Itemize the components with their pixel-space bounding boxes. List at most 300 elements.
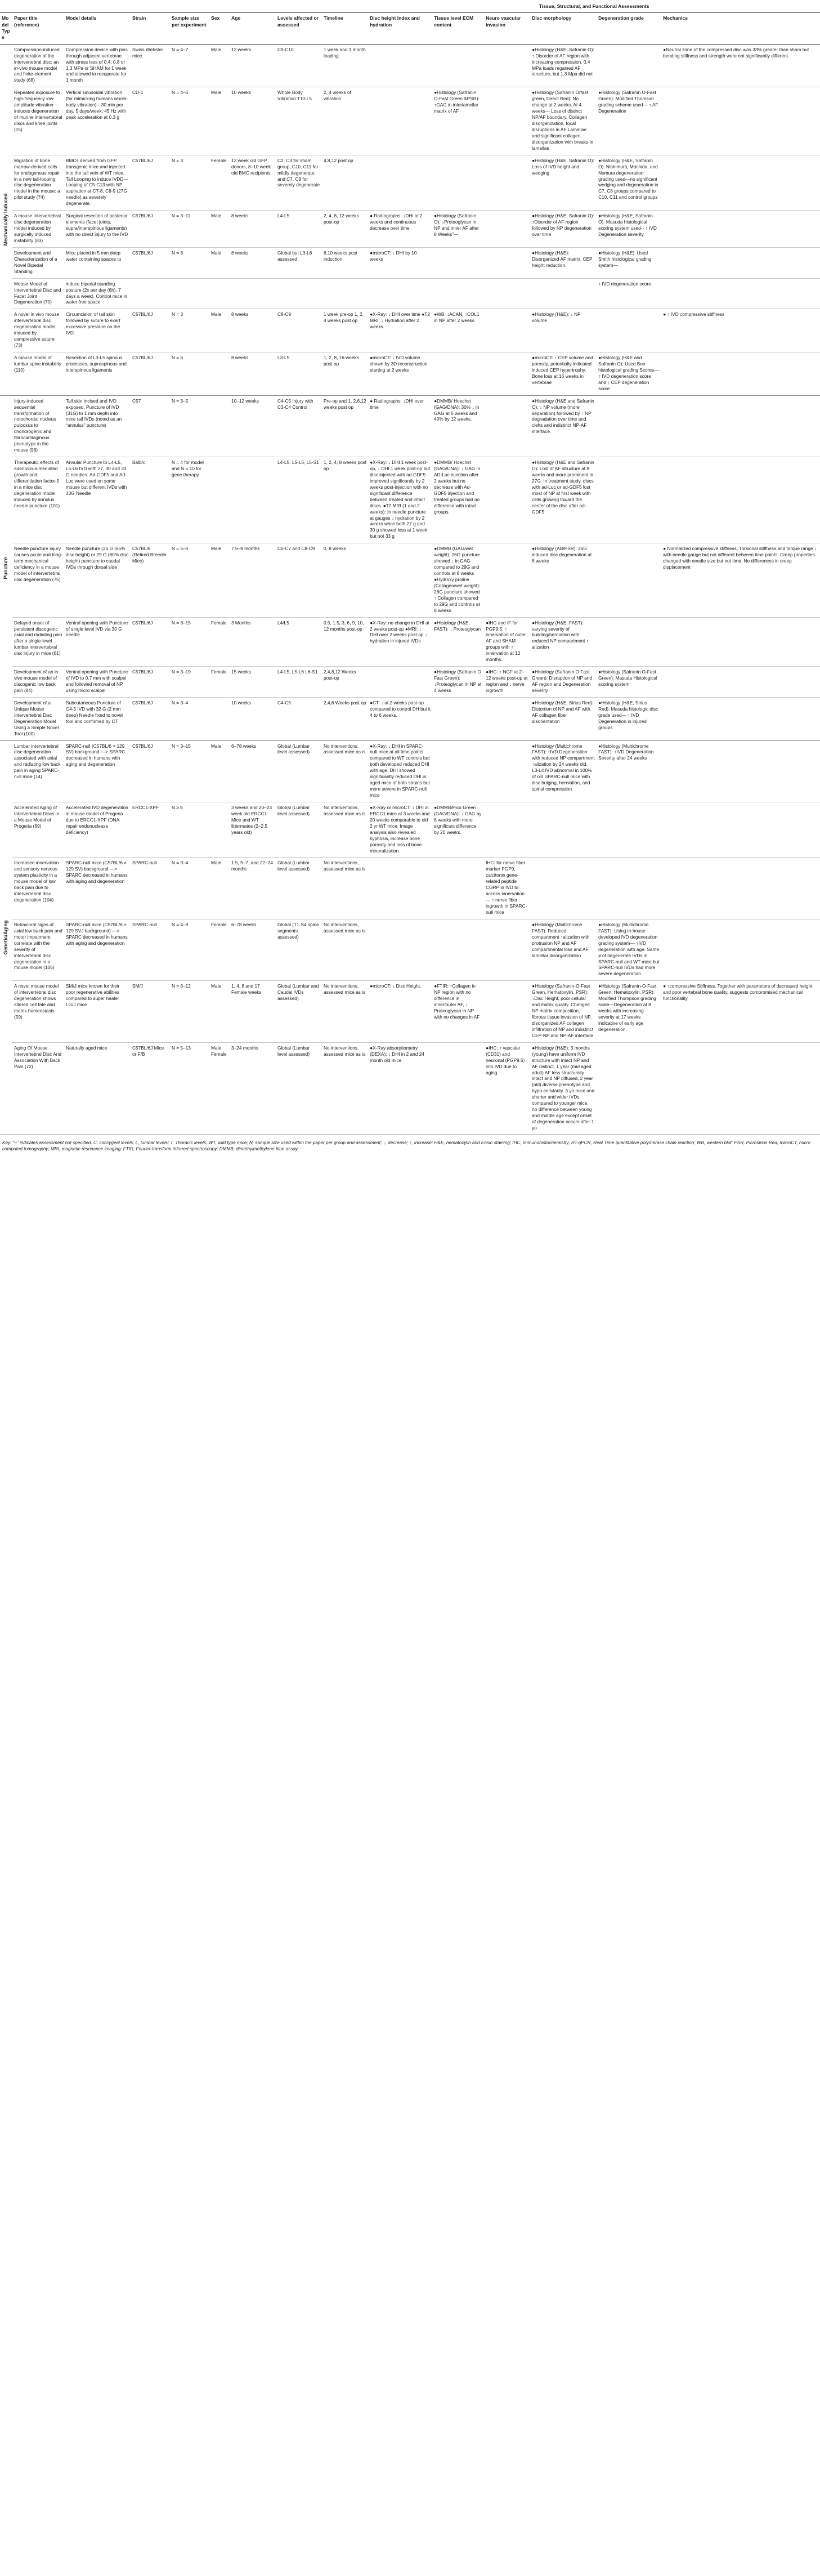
table-cell: Global (Lumbar level assessed): [276, 858, 322, 919]
table-cell: [230, 457, 276, 543]
table-cell: [661, 87, 820, 155]
table-cell: 2, 4, 8, 12 weeks post-op: [322, 211, 368, 248]
table-cell: [368, 278, 432, 309]
table-cell: ●Histology (H&E): ↓ NP volume: [530, 309, 597, 352]
table-cell: L3-L5: [276, 352, 322, 396]
table-cell: [368, 155, 432, 211]
header-spacer: [0, 1, 368, 13]
table-cell: Male: [209, 247, 230, 278]
table-cell: 7.5–9 months: [230, 543, 276, 617]
table-cell: Male: [209, 44, 230, 87]
table-cell: [597, 543, 661, 617]
table-cell: Male: [209, 858, 230, 919]
table-cell: Needle puncture injury causes acute and long-term mechanical deficiency in a mouse model of intervertebral disc degeneration (75): [12, 543, 64, 617]
table-cell: [484, 543, 530, 617]
table-cell: N = 6–12: [170, 981, 209, 1042]
table-cell: SPARC-null mice (C57BL/6 × 129 SV) background —> SPARC decreased in humans with aging and degeneration: [64, 858, 131, 919]
table-cell: Behavioral signs of axial low back pain and motor impairment correlate with the severity of intervertebral disc degeneration in a mouse model (105): [12, 919, 64, 980]
table-cell: ●X-Ray: ↓ DHI 1 week post-op, ↓ DHI 1 week post-op but disc injected with ad-GDF5 improved significantly by 2 weeks post-injection with no significant difference between treated and intact discs. ●T2 MRI (1 and 2 weeks): In needle puncture at gauges ↓ hydration by 2 weeks while both 27 g and 30 g showed loss at 1 week but not 33 g: [368, 457, 432, 543]
table-cell: Aging Of Mouse Intervertebral Disc And Association With Back Pain (72): [12, 1042, 64, 1135]
table-row: [0, 802, 820, 858]
table-cell: L4-L5: [276, 211, 322, 248]
table-cell: A novel in vivo mouse intervertebral disc degeneration model induced by compressive suture (73): [12, 309, 64, 352]
table-cell: ●Histology (H&E): Disorganized AF matrix, CEP height reduction.: [530, 247, 597, 278]
table-cell: [209, 278, 230, 309]
table-cell: No interventions, assessed mice as is: [322, 1042, 368, 1135]
table-cell: Subcutaneous Puncture of C4-5 IVD with 32 G (2 mm deep) Needle fixed to novel tool and confirmed by CT: [64, 697, 131, 740]
table-cell: [597, 44, 661, 87]
table-cell: ●Histology (H&E, FAST): ↓ Proteoglycan: [432, 617, 484, 667]
column-header: Sample size per experiment: [170, 13, 209, 44]
table-cell: N = 3–15: [170, 740, 209, 802]
table-cell: N = 4–9: [170, 919, 209, 980]
table-cell: Resection of L3-L5 spinous processes, supraspinous and interspinous ligaments: [64, 352, 131, 396]
table-cell: No interventions, assessed mice as is: [322, 919, 368, 980]
table-cell: 15 weeks: [230, 667, 276, 698]
table-cell: ●Histology (H&E, Sirius Red): Masuda histologic disc grade used— ↑ IVD Degeneration in injured groups: [597, 697, 661, 740]
table-cell: ●Histology (H&E, Safranin O): Masuda histological scoring system used-- ↑ IVD Degeneration severity: [597, 211, 661, 248]
table-cell: Mice placed in 5 mm deep water containing spaces to: [64, 247, 131, 278]
table-cell: 1, 2, 8, 16 weeks post op: [322, 352, 368, 396]
table-cell: [368, 543, 432, 617]
table-cell: [322, 278, 368, 309]
table-cell: Injury-induced sequential transformation of notochordal nucleus pulposus to chondrogenic and fibrocartilaginous phenotype in the mouse (98): [12, 395, 64, 457]
table-cell: N = 8–15: [170, 617, 209, 667]
table-cell: ●Histology (Safranin-O-Fast Green, Hematoxylin, PSR): Modified Thompson grading scale—Degeneration at 8 weeks with increasing severity at 17 weeks indicative of early age degeneration.: [597, 981, 661, 1042]
table-cell: [597, 395, 661, 457]
column-header: Strain: [131, 13, 170, 44]
table-cell: ●DMMB/Pico Green (GAG/DNA): ↓ GAG by 8 weeks with more significant difference by 20 weeks.: [432, 802, 484, 858]
table-cell: ●microCT: ↓ Disc Height.: [368, 981, 432, 1042]
table-cell: [484, 697, 530, 740]
table-footnote: Key: “–” indicates assessment not specified. C, coccygeal levels; L, lumbar levels; T, Thoracic levels; WT, wild type mice; N, sample size used within the paper per group and assessment; ↓, decrease; ↑, increase; H&E, hematoxylin and Eosin staining; IHC, immunohistochemistry; RT-qPCR, Real Time quantitative polymerase chain reaction; WB, western blot; PSR, Picrosirius Red; microCT, micro computed tomography; MRI, magnetic resonance imaging; FTIR, Fourier-transform infrared spectroscopy; DMMB, dimethylmethylene blue assay.: [2, 1140, 811, 1151]
table-cell: L4-L5, L5-L6, L5-S1: [276, 457, 322, 543]
column-header: Levels affected or assessed: [276, 13, 322, 44]
table-row: [0, 858, 820, 919]
table-cell: 3 Months: [230, 617, 276, 667]
table-cell: [661, 211, 820, 248]
column-header: Mechanics: [661, 13, 820, 44]
table-cell: ●Histology (Multichrome FAST): ↑IVD Degeneration Severity after 24 weeks: [597, 740, 661, 802]
table-cell: [484, 457, 530, 543]
table-cell: N = 3–11: [170, 211, 209, 248]
table-row: [0, 457, 820, 543]
table-cell: [661, 617, 820, 667]
table-cell: C57BL/6J: [131, 211, 170, 248]
table-cell: 8 weeks: [230, 352, 276, 396]
table-cell: [597, 617, 661, 667]
table-cell: C2, C3 for sham group, C10, C11 for mildly degenerate, and C7, C8 for severely degenerate: [276, 155, 322, 211]
table-cell: [484, 352, 530, 396]
table-cell: Global (Lumbar and Caudal IVDs assessed): [276, 981, 322, 1042]
table-cell: Repeated exposure to high-frequency low-amplitude vibration induces degeneration of murine intervertebral discs and knee joints (15): [12, 87, 64, 155]
page: [0, 0, 820, 1152]
table-cell: Naturally aged mice: [64, 1042, 131, 1135]
table-row: [0, 247, 820, 278]
table-cell: Pre-op and 1, 2,6,12 weeks post op: [322, 395, 368, 457]
table-cell: C9-C10: [276, 44, 322, 87]
table-cell: 3 weeks and 20–23 week old ERCC1 Mice and WT littermates (2–2.5 years old): [230, 802, 276, 858]
table-cell: 2,4,6 Weeks post op: [322, 697, 368, 740]
table-cell: 1, 2, 4, 8 weeks post op: [322, 457, 368, 543]
table-cell: Female: [209, 155, 230, 211]
table-cell: [368, 44, 432, 87]
table-cell: ●Histology (AB/PSR): 26G induced disc degeneration at 8 weeks: [530, 543, 597, 617]
table-cell: Global (Lumbar level assessed): [276, 1042, 322, 1135]
table-row: [0, 667, 820, 698]
table-cell: ●FTIR: ↑Collagen in NP region with no difference in inner/outer AF, ↓ Proteoglycan in NP with no changes in AF: [432, 981, 484, 1042]
table-cell: No interventions, assessed mice as is: [322, 858, 368, 919]
table-body: [0, 44, 820, 1135]
table-cell: C57BL/6J: [131, 697, 170, 740]
table-row: [0, 44, 820, 87]
table-row: [0, 543, 820, 617]
table-cell: ●Histology (Safranin O Fast Green): Disruption of NP and AF region and Degeneration severity: [530, 667, 597, 698]
table-cell: [368, 919, 432, 980]
table-cell: Male: [209, 543, 230, 617]
table-cell: Needle puncture (26 G (65% disc height) or 29 G (80% disc height) puncture to caudal IVDs through dorsal side: [64, 543, 131, 617]
table-cell: Tail skin incised and IVD exposed. Puncture of IVD (31G) to 1 mm depth into mice tail IVDs (noted as an “annulus” puncture): [64, 395, 131, 457]
table-cell: Balb/c: [131, 457, 170, 543]
table-cell: Global (Lumbar level assessed): [276, 740, 322, 802]
table-cell: ●IHC: ↑ NGF at 2–12 weeks post-op at region and ↓ nerve ingrowth: [484, 667, 530, 698]
table-cell: ●microCT: ↓ IVD volume shown by 3D reconstruction starting at 2 weeks: [368, 352, 432, 396]
table-cell: Development of a Unique Mouse Intervertebral Disc Degeneration Model Using a Simple Novel Tool (100): [12, 697, 64, 740]
table-cell: A mouse intervertebral disc degeneration model induced by surgically induced instability (83): [12, 211, 64, 248]
table-cell: ●WB: ↓ACAN, ↑COL1 in NP after 2 weeks: [432, 309, 484, 352]
table-cell: [484, 87, 530, 155]
table-cell: Whole Body Vibration T10-L5: [276, 87, 322, 155]
table-cell: 8 weeks: [230, 309, 276, 352]
table-cell: [661, 395, 820, 457]
table-cell: ●Histology (Safranin Orfast green, Direct Red): No change at 2 weeks. At 4 weeks— Loss of distinct NP/AF boundary, Collagen disorganization, focal disruptions in AF Lamellae and significant collagen disorganization with breaks in lamellae: [530, 87, 597, 155]
table-cell: C4-C5: [276, 697, 322, 740]
table-cell: ●Histology (Multichrome FAST): ↑IVD Degeneration with reduced NP compartment ↑alization by 24 weeks old. L3-L4 IVD abnormal in 100% of old SPARC-null mice with disc bulging, herniation, and spinal compression: [530, 740, 597, 802]
table-cell: [432, 740, 484, 802]
table-cell: Increased innervation and sensory nervous system plasticity in a mouse model of low back pain due to intervertebral disc degeneration (104): [12, 858, 64, 919]
table-cell: 10–12 weeks: [230, 395, 276, 457]
table-cell: 1 week and 1 month loading: [322, 44, 368, 87]
table-cell: [209, 352, 230, 396]
table-cell: Circumcision of tail skin followed by suture to exert excessive pressure on the IVD.: [64, 309, 131, 352]
table-cell: ●Histology (H&E and Safranin O): Lost of AF structure at 8 weeks and more prominent in 27G. In treatment study, discs with ad-Luc or ad-GDF5 lost most of NP at first week with cells growing toward the center of the disc after ad-GDF5: [530, 457, 597, 543]
table-cell: N = 5–6: [170, 543, 209, 617]
table-cell: 6,10 weeks post induction: [322, 247, 368, 278]
table-cell: Swiss Webster mice: [131, 44, 170, 87]
table-cell: Global (Lumbar level assessed): [276, 802, 322, 858]
table-cell: 1.5, 5–7, and 22–24 months: [230, 858, 276, 919]
table-cell: [484, 802, 530, 858]
column-header: Tissue level ECM content: [432, 13, 484, 44]
table-cell: Ventral opening with Puncture of single level IVD via 30 G needle: [64, 617, 131, 667]
table-cell: 8 weeks: [230, 247, 276, 278]
table-cell: ● Radiographs: ↓DHI at 2 weeks and continuous decrease over time: [368, 211, 432, 248]
table-cell: Surgical resection of posterior elements (facet joints, supra/interspinous ligaments) with no direct injury to the IVD: [64, 211, 131, 248]
table-cell: [530, 278, 597, 309]
table-cell: Therapeutic effects of adenovirus-mediated growth and differentiation factor-5 in a mice disc degeneration model induced by annulus needle puncture (101): [12, 457, 64, 543]
table-cell: [484, 395, 530, 457]
table-cell: C6-C7 and C8-C9: [276, 543, 322, 617]
table-cell: [661, 740, 820, 802]
table-cell: CD-1: [131, 87, 170, 155]
table-cell: [170, 278, 209, 309]
table-row: [0, 278, 820, 309]
table-cell: L4/L5: [276, 617, 322, 667]
table-cell: N = 3–19: [170, 667, 209, 698]
table-cell: N = 6: [170, 352, 209, 396]
table-cell: L4-L5, L5-L6 L6-S1: [276, 667, 322, 698]
table-cell: [484, 740, 530, 802]
table-cell: N = 4–6: [170, 87, 209, 155]
table-cell: Male: [209, 309, 230, 352]
table-cell: [209, 697, 230, 740]
table-cell: [209, 802, 230, 858]
table-cell: Global but L3-L6 assessed: [276, 247, 322, 278]
table-cell: [661, 352, 820, 396]
table-row: [0, 1042, 820, 1135]
table-cell: [432, 1042, 484, 1135]
table-cell: [661, 457, 820, 543]
table-cell: C57: [131, 395, 170, 457]
table-cell: C57BL/6J: [131, 309, 170, 352]
table-cell: BMCs derived from GFP transgenic mice and injected into the tail vein of WT mice. Tail Looping to induce IVDD—Looping of C5-C13 with NP aspiration at C7-8, C8-9 (27G needle) as severely degenerate.: [64, 155, 131, 211]
table-cell: C57BL/6J: [131, 667, 170, 698]
table-cell: [432, 44, 484, 87]
table-cell: C57BL/6J: [131, 740, 170, 802]
model-type-cell: [0, 395, 12, 740]
table-cell: ↑ IVD degeneration score: [597, 278, 661, 309]
table-cell: 4,8,12 post op: [322, 155, 368, 211]
table-cell: [530, 802, 597, 858]
table-cell: ●Histology (H&E, FAST): varying severity of building/herniation with reduced NP compartment ↑ alization: [530, 617, 597, 667]
table-cell: [432, 858, 484, 919]
table-row: [0, 309, 820, 352]
table-cell: ●Histology (H&E, Safranin O): Loss of IVD height and wedging: [530, 155, 597, 211]
table-cell: Migration of bone marrow-derived cells for endogenous repair in a new tail-looping disc degeneration model in the mouse: a pilot study (74): [12, 155, 64, 211]
table-cell: N = 4–7: [170, 44, 209, 87]
table-cell: C57BL/6 (Retired Breeder Mice): [131, 543, 170, 617]
table-cell: Development and Characterization of a Novel Bipedal Standing: [12, 247, 64, 278]
table-cell: [368, 87, 432, 155]
table-cell: [530, 858, 597, 919]
header-group-label: Tissue, Structural, and Functional Assessments: [368, 1, 820, 13]
table-cell: ●DMMB/ Hoechst (GAG/DNA): 30% ↓ in GAG at 6 weeks and 40% by 12 weeks.: [432, 395, 484, 457]
table-cell: Accelerated IVD degeneration in mouse model of Progeria due to ERCC1-XPF (DNA repair endonuclease deficiency): [64, 802, 131, 858]
model-type-cell: [0, 740, 12, 1135]
table-cell: No interventions, assessed mice as is: [322, 740, 368, 802]
table-cell: [230, 278, 276, 309]
table-cell: No interventions, assessed mice as is: [322, 802, 368, 858]
table-row: [0, 211, 820, 248]
table-cell: N = 3: [170, 155, 209, 211]
table-cell: Delayed onset of persistent discogenic axial and radiating pain after a single-level lumbar intervertebral disc injury in mice (61): [12, 617, 64, 667]
table-row: [0, 697, 820, 740]
model-type-cell: [0, 44, 12, 395]
table-cell: Male Female: [209, 1042, 230, 1135]
table-cell: Development of an in vivo mouse model of discogenic low back pain (84): [12, 667, 64, 698]
table-cell: A novel mouse model of intervertebral disc degeneration shows altered cell fate and matrix homeostasis (59): [12, 981, 64, 1042]
table-cell: ●DMMB (GAG/wet weight): 26G puncture showed ↓ in GAG compared to 29G and controls at 8 weeks ●Hydroxy proline (Collagen/wet weight): 26G puncture showed ↑ Collagen compared to 29G and controls at 8 weeks: [432, 543, 484, 617]
table-cell: [484, 981, 530, 1042]
table-cell: [597, 802, 661, 858]
table-cell: 3–24 months: [230, 1042, 276, 1135]
table-cell: [484, 211, 530, 248]
table-cell: N = 3–5: [170, 395, 209, 457]
table-row: [0, 740, 820, 802]
table-cell: C57BL/6J: [131, 352, 170, 396]
table-cell: ●IHC and IF for PGP9.5: ↑ innervation of outer AF and SHAM groups with ↑ innervation at 12 months.: [484, 617, 530, 667]
table-cell: Compression device with pins through adjacent vertebrae with stress less of 0.4, 0.8 or 1.3 MPa or SHAM for 1 week and allowed to recuperate for 1 month: [64, 44, 131, 87]
table-cell: ●Neutral zone of the compressed disc was 33% greater than sham but bending stiffness and strength were not significantly different.: [661, 44, 820, 87]
table-cell: ●X-Ray absorptiometry (DEXA): ↓ DHI in 2 and 24 month old mice: [368, 1042, 432, 1135]
table-cell: [484, 309, 530, 352]
column-header: Disc height index and hydration: [368, 13, 432, 44]
table-cell: Female: [209, 617, 230, 667]
table-cell: N = 3: [170, 309, 209, 352]
table-cell: ●X-Ray or microCT: ↓ DHI in ERCC1 mice at 3 weeks and 20 weeks comparable to old 2 yr WT mice. Image analysis also revealed kyphosis, increase bone porosity and loss of bone mineralization: [368, 802, 432, 858]
table-cell: N = 5–13: [170, 1042, 209, 1135]
table-cell: Global (T1-S4 spine segments assessed): [276, 919, 322, 980]
table-cell: 1, 4, 8 and 17 Female weeks: [230, 981, 276, 1042]
table-cell: ●CT: ↓ at 2 weeks post-op compared to control DH but it 4 to 6 weeks.: [368, 697, 432, 740]
table-cell: ●Histology (Safranin O-Fast Green &PSR): ↑GAG in interlamellar matrix of AF: [432, 87, 484, 155]
column-header: Degeneration grade: [597, 13, 661, 44]
model-type-label: Genetic/Aging: [3, 920, 9, 955]
table-cell: Male: [209, 740, 230, 802]
table-cell: Male: [209, 981, 230, 1042]
table-cell: SPARC-null mice (C57BL/6 × 129 SVJ background) —> SPARC decreased in humans with aging and degeneration: [64, 919, 131, 980]
table-cell: No interventions, assessed mice as is: [322, 981, 368, 1042]
table-cell: 12 weeks: [230, 44, 276, 87]
column-header: Model Type: [0, 13, 12, 44]
table-cell: [597, 309, 661, 352]
table-cell: ●Histology (H&E and Safranin O): ↓ NP volume (more separation) followed by ↑ NP degradation over time and clefts and indistinct NP-AF interface.: [530, 395, 597, 457]
header-row: [0, 13, 820, 44]
table-cell: C57BL/6J: [131, 155, 170, 211]
table-cell: [432, 155, 484, 211]
table-cell: SPARC-null: [131, 919, 170, 980]
table-cell: [597, 457, 661, 543]
table-cell: ●Histology (H&E): 3 months (young) have uniform IVD structure with intact NP and AF distinct. 1 year (mid aged adult) AF less structurally intact and NP diffused, 2 year (old) diverse phenotype and hypo-cellularity. 3 yo mice and shorter and wider IVDs compared to younger mice. no difference between young and middle age except onset of degeneration occurs after 1 yo: [530, 1042, 597, 1135]
table-row: [0, 981, 820, 1042]
table-cell: N = 8: [170, 247, 209, 278]
table-cell: [368, 667, 432, 698]
table-cell: [276, 278, 322, 309]
table-cell: [661, 1042, 820, 1135]
table-cell: C8-C9: [276, 309, 322, 352]
table-cell: ●Histology (Safranin O): ↓Proteoglycan in NP and inner AF after 8 Weeks”—: [432, 211, 484, 248]
table-cell: SM/J: [131, 981, 170, 1042]
table-cell: N = 3–4: [170, 858, 209, 919]
table-cell: N ≥ 8: [170, 802, 209, 858]
table-row: [0, 155, 820, 211]
table-cell: [209, 457, 230, 543]
table-cell: ●Histology (H&E, Sirius Red): Distortion of NP and AF with AF collagen fiber disorientation: [530, 697, 597, 740]
table-cell: [661, 155, 820, 211]
table-cell: 2,4,8,12 Weeks post-op: [322, 667, 368, 698]
table-cell: [432, 919, 484, 980]
column-header: Paper title (reference): [12, 13, 64, 44]
header-group-row: [0, 1, 820, 13]
table-row: [0, 919, 820, 980]
table-cell: N = 3–4: [170, 697, 209, 740]
table-cell: Compression-induced degeneration of the intervertebral disc: an in-vivo mouse model and finite-element study (68): [12, 44, 64, 87]
column-header: Neuro vascular invasion: [484, 13, 530, 44]
column-header: Timeline: [322, 13, 368, 44]
table-cell: Ventral opening with Puncture of IVD to 0.7 mm with scalpel and followed removal of NP using micro scalpel: [64, 667, 131, 698]
table-cell: ●Histology (H&E, Safranin O): ↑ Disorder of AF region with increasing compression. 0.4 MPa loads regained AF structure, but 1.3 Mpa did not: [530, 44, 597, 87]
table-cell: ●Histology (Multichrome FAST): Reduced compartment ↑alization with protrusion NP and AF compartmental loss and AF lamellar disorganization: [530, 919, 597, 980]
table-cell: C4-C5 Injury with C3-C4 Control: [276, 395, 322, 457]
table-cell: [484, 155, 530, 211]
table-cell: C57BL/6J: [131, 617, 170, 667]
table-row: [0, 352, 820, 396]
table-cell: ●IHC: ↑ vascular (CD31) and neuronal (PGP9.5) into IVD due to aging: [484, 1042, 530, 1135]
table-cell: Lumbar intervertebral disc degeneration associated with axial and radiating low back pain in aging SPARC-null mice (14): [12, 740, 64, 802]
table-cell: [661, 858, 820, 919]
table-cell: ●Histology (H&E): Used Smith histological grading system—: [597, 247, 661, 278]
table-cell: [484, 919, 530, 980]
table-cell: ●Histology (Multichrome FAST): Using in-house developed IVD degeneration grading system— ↑IVD degeneration with age. Same # of degenerate IVDs in SPARC-null and WT mice but SPARC-null IVDs had more severe degeneration: [597, 919, 661, 980]
column-header: Sex: [209, 13, 230, 44]
table-cell: [484, 278, 530, 309]
table-cell: 0.5, 1.5, 3, 6, 9, 10, 12 months post-op: [322, 617, 368, 667]
table-cell: [661, 278, 820, 309]
table-cell: ERCC1-XPF: [131, 802, 170, 858]
table-cell: ●X-Ray: ↓ DHI over time ●T2 MRI: ↓ Hydration after 2 weeks: [368, 309, 432, 352]
table-cell: Male: [209, 87, 230, 155]
table-cell: 10 weeks: [230, 87, 276, 155]
column-header: Disc morphology: [530, 13, 597, 44]
table-cell: ●Histology (H&E and Safranin O): Used Boo histological grading Scores—↑ IVD degeneration score and ↑ CEP degeneration score: [597, 352, 661, 396]
table-cell: ●microCT: ↑ CEP volume and porosity, potentially indicated induced CEP hypertrophy. Bone loss at 16 weeks in vertebrae: [530, 352, 597, 396]
table-cell: SM/J mice known for their poor regenerative abilities compared to super healer LG/J mice: [64, 981, 131, 1042]
table-cell: [484, 247, 530, 278]
table-cell: [432, 247, 484, 278]
table-cell: [209, 395, 230, 457]
table-cell: Male: [209, 211, 230, 248]
table-cell: [432, 352, 484, 396]
table-cell: induce bipedal standing posture (2x per day (6h), 7 days a week). Control mice in water free space: [64, 278, 131, 309]
table-cell: [432, 697, 484, 740]
table-cell: 12 week old GFP donors, 8–10 week old BMC recipients: [230, 155, 276, 211]
column-header: Model details: [64, 13, 131, 44]
table-cell: [661, 247, 820, 278]
table-cell: SPARC-null (C57BL/6 × 129 SV) background —> SPARC decreased in humans with aging and degeneration: [64, 740, 131, 802]
table-cell: ●X-Ray: ↓ DHI in SPARC-null mice at all time points compared to WT controls but both developed reduced DHI with age. DHI showed significantly reduced DHI in aged mice of both strains but more severe in SPARC-null mice: [368, 740, 432, 802]
table-cell: [661, 802, 820, 858]
table-cell: Accelerated Aging of Intervertebral Discs in a Mouse Model of Progeria (69): [12, 802, 64, 858]
table-cell: ● ↑ IVD compressive stiffness: [661, 309, 820, 352]
table-cell: Female: [209, 667, 230, 698]
table-cell: ●microCT: ↓ DHI by 10 weeks: [368, 247, 432, 278]
table-cell: ●Histology (H&E, Safranin O): ↑Disorder of AF region followed by NP degeneration over time: [530, 211, 597, 248]
table-cell: ● Normalized compressive stiffness, Torsional stiffness and torque range ↓ with needle gauge but not different between time points. Creep properties changed with needle size but not time. No differences in creep displacement: [661, 543, 820, 617]
table-cell: ●X-Ray: no change in DHI at 2 weeks post-op ●MRI: ↓ DHI over 2 weeks post-op ↓ hydration in injured IVDs: [368, 617, 432, 667]
table-cell: 8 weeks: [230, 211, 276, 248]
table-cell: [368, 858, 432, 919]
table-cell: 6–78 weeks: [230, 740, 276, 802]
table-cell: IHC: for nerve fiber marker PGP9, calcitonin gene-related peptide CGRP in IVD to access innervation— ↑ nerve fiber ingrowth in SPARC-null mice: [484, 858, 530, 919]
table-row: [0, 87, 820, 155]
table-cell: Annular Puncture to L4-L5, L5-L6 IVD with 27, 30 and 33 G needles. Ad-GDF5 and Ad-Luc were used on some mouse but different IVDs with 33G Needle: [64, 457, 131, 543]
table-cell: 1 week pre-op 1, 2, 4 weeks post op: [322, 309, 368, 352]
table-cell: C57BL/6J: [131, 247, 170, 278]
table-cell: ●Histology (Safranin O-Fast Green): Masuda Histological scoring system: [597, 667, 661, 698]
table-cell: [661, 697, 820, 740]
table-cell: [661, 919, 820, 980]
table-row: [0, 395, 820, 457]
